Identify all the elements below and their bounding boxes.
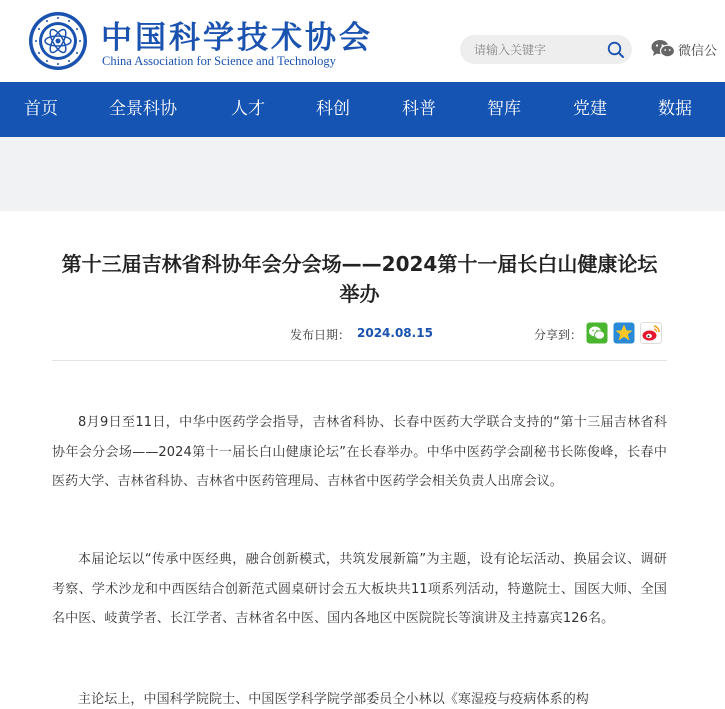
nav-item-data[interactable]: 数据 [658, 99, 692, 119]
site-header [0, 0, 725, 82]
nav-item-think-tank[interactable]: 智库 [487, 99, 521, 119]
article-paragraph: 本届论坛以“传承中医经典，融合创新模式，共筑发展新篇”为主题，设有论坛活动、换届会议、调研考察、学术沙龙和中西医结合创新范式圆桌研讨会五大板块共11项系列活动，特邀院士、国医大师、全国名中医、岐黄学者、长江学者、吉林省名中医、国内各地区中医院院长等演讲及主持嘉宾126名。 [52, 552, 667, 626]
nav-item-innovation[interactable]: 科创 [316, 99, 350, 119]
nav-item-popular-science[interactable]: 科普 [402, 99, 436, 119]
nav-item-talent[interactable]: 人才 [231, 99, 265, 119]
logo-english-name[interactable]: China Association for Science and Technology [102, 54, 336, 68]
banner-area [0, 137, 725, 211]
search-icon[interactable] [606, 40, 626, 60]
search-box [460, 35, 632, 64]
publish-date: 2024.08.15 [357, 326, 433, 340]
nav-item-panorama[interactable]: 全景科协 [109, 99, 177, 119]
article-title: 第十三届吉林省科协年会分会场——2024第十一届长白山健康论坛举办 [61, 252, 658, 306]
qzone-share-icon[interactable] [613, 322, 635, 344]
wechat-icon [651, 39, 675, 59]
publish-date-label: 发布日期： [290, 328, 351, 342]
article-meta [52, 322, 667, 346]
article-paragraph: 主论坛上，中国科学院院士、中国医学科学院学部委员仝小林以《寒湿疫与疫病体系的构 [78, 692, 589, 707]
article-paragraph: 8月9日至11日，中华中医药学会指导，吉林省科协、长春中医药大学联合支持的“第十三届吉林省科协年会分会场——2024第十一届长白山健康论坛”在长春举办。中华中医药学会副秘书长陈俊峰，长春中医药大学、吉林省科协、吉林省中医药管理局、吉林省中医药学会相关负责人出席会议。 [52, 415, 667, 489]
wechat-label: 微信公 [678, 44, 718, 59]
logo-chinese-name[interactable]: 中国科学技术协会 [101, 20, 373, 56]
main-nav [0, 82, 725, 137]
nav-item-party-building[interactable]: 党建 [573, 99, 607, 119]
meta-divider [52, 360, 667, 361]
wechat-share-icon[interactable] [586, 322, 608, 344]
search-input[interactable] [474, 35, 604, 64]
share-label: 分享到： [534, 328, 583, 342]
weibo-share-icon[interactable] [640, 322, 662, 344]
cast-emblem-icon[interactable] [28, 11, 88, 71]
nav-item-home[interactable]: 首页 [24, 99, 58, 119]
